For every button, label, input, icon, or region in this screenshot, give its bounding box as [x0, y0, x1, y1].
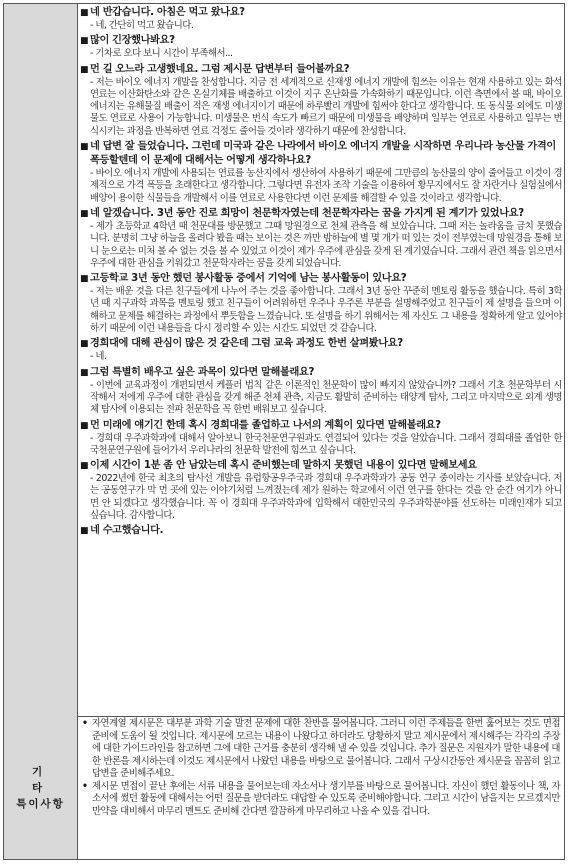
note-item — [82, 718, 560, 781]
qa-item — [80, 34, 562, 60]
section-label-cell — [4, 4, 78, 716]
question — [80, 207, 562, 221]
question — [80, 419, 562, 433]
square-bullet-icon: ■ — [80, 367, 89, 378]
question — [80, 63, 562, 77]
square-bullet-icon: ■ — [80, 208, 89, 219]
question-text: 네 알겠습니다. 3년 동안 진로 희망이 천문학자였는데 천문학자라는 꿈을 가지게 된 계기가 있었나요? — [90, 207, 524, 219]
answer-text: - 2022년에 한국 최초의 탐사선 개발을 유럽항공우주국과 경희대 우주과학과가 공동 연구 중이라는 기사를 보았습니다. 저는 공동연구가 막 먼 곳에 있는 이야기처럼 느껴졌는데 제가 원하는 학교에서 이런 연구를 한다는 것을 안 순간 여기가 아니면 안 되겠다고 생각했습니다. 꼭 이 경희대 우주과학과에 입학해서 대한민국의 우주과학분야를 선도하는 미래인재가 되고 싶습니다. 감사합니다. — [90, 473, 562, 522]
square-bullet-icon: ■ — [80, 339, 89, 350]
qa-item — [80, 6, 562, 32]
answer-text: - 바이오 에너지 개발에 사용되는 연료를 농산지에서 생산하여 사용하기 때문에 그만큼의 농산물의 양이 줄어들고 이것이 경제적으로 가격 폭등을 초래한다고 생각합니다. 그렇다면 유전자 조작 기술을 이용하여 황무지에서도 잘 자란거나 실험실에서 배양이 용이한 식물들을 개발해서 이를 연료로 사용한다면 이런 문제를 해결할 수 있을 것이라고 생각합니다. — [90, 168, 562, 204]
question — [80, 524, 562, 538]
square-bullet-icon: ■ — [80, 64, 89, 75]
qa-item — [80, 207, 562, 270]
answer-text: - 저는 바이오 에너지 개발을 찬성합니다. 지금 전 세계적으로 신재생 에너지 개발에 힘쓰는 이유는 현재 사용하고 있는 화석연료는 이산화탄소와 같은 온실기체를 배출하고 이것이 지구 온난화를 가속화하기 때문입니다. 이런 측면에서 볼 때, 바이오 에너지는 유해물질 배출이 적은 재생 에너지이기 때문에 하루빨리 개발에 힘써야 한다고 생각합니다. 또 동식물 외에도 미생물도 연료로 사용이 가능합니다. 미생물은 번식 속도가 빠르기 때문에 미생물을 배양하며 일부는 연료로 사용하고 일부는 번식시키는 과정을 반복하면 연료 걱정도 줄어들 것이라 생각하기 때문에 찬성합니다. — [90, 76, 562, 137]
qa-list — [80, 6, 562, 540]
question-text: 네 답변 잘 들었습니다. 그런데 미국과 같은 나라에서 바이오 에너지 개발을 시작하면 우리나라 농산물 가격이 폭등할텐데 이 문제에 대해서는 어떻게 생각하나요? — [90, 141, 556, 167]
notes-label-line2: 특이사항 — [16, 797, 65, 810]
question — [80, 6, 562, 20]
interview-section — [4, 4, 564, 717]
qa-item — [80, 366, 562, 417]
qa-item — [80, 337, 562, 363]
note-text: 제시문 면접이 끝난 후에는 서류 내용을 물어보는데 자소서나 생기부를 바탕으로 물어봅니다. 자신이 했던 활동이나 책, 자소서에 썼던 활동에 대해서는 어떤 질문을 받더라도 대답할 수 있도록 준비해야합니다. 그리고 시간이 남을지는 모르겠지만 만약을 대비해서 마무리 멘트도 준비해 간다면 깔끔하게 마무리하고 나올 수 있을 겁니다. — [92, 780, 560, 817]
question-text: 먼 길 오느라 고생했네요. 그럼 제시문 답변부터 들어볼까요? — [90, 63, 350, 75]
square-bullet-icon: ■ — [80, 142, 89, 153]
qa-item — [80, 140, 562, 205]
note-text: 자연계열 제시문은 대부분 과학 기술 발전 문제에 대한 찬반을 물어봅니다. 그러니 이런 주제들을 한번 훑어보는 것도 면접 준비에 도움이 될 것입니다. 제시문에 모르는 내용이 나왔다고 하더라도 당황하지 말고 제시문에서 제시해주는 각각의 주장에 대한 가이드라인을 참고하면 그에 대한 근거를 충분히 생각해 낼 수 있을 것입니다. 추가 질문은 지원자가 말한 내용에 대한 반론을 제시하는데 이것도 제시문에서 나왔던 내용을 바탕으로 물어봅니다. 그래서 구상시간동안 제시문을 꼼꼼히 읽고 답변을 준비해주세요. — [92, 718, 560, 779]
question-text: 많이 긴장했나봐요? — [90, 35, 175, 47]
square-bullet-icon: ■ — [80, 420, 89, 431]
notes-list — [82, 718, 560, 818]
qa-item — [80, 524, 562, 538]
notes-section — [4, 716, 564, 859]
qa-item — [80, 272, 562, 335]
question-text: 먼 미래에 얘기긴 한데 혹시 경희대를 졸업하고 나서의 계획이 있다면 말해볼래요? — [90, 419, 441, 431]
answer-text: - 기차로 오다 보니 시간이 부족해서... — [90, 48, 233, 60]
square-bullet-icon: ■ — [80, 461, 89, 472]
answer-text: - 제가 초등학교 4학년 때 천문대를 방문했고 그때 망원경으로 천체 관측을 해 보았습니다. 그때 저는 놀라움을 금치 못했습니다. 분명히 그냥 하늘을 올려다 봤을 때는 보이는 것은 까만 밤하늘에 별 몇 개가 떠 있는 것이 전부였는데 망원경을 통해 보니 눈으로는 미처 볼 수 없는 것을 볼 수 있었고 이것이 제가 우주에 관심을 갖게 된 계기였습니다. 그래서 관련 책을 읽으면서 우주에 대한 관심을 키워갔고 천문학자라는 꿈을 갖게 되었습니다. — [90, 220, 562, 269]
question-text: 네 반갑습니다. 아침은 먹고 왔나요? — [90, 7, 245, 18]
bullet-dot-icon: • — [82, 780, 88, 792]
square-bullet-icon: ■ — [80, 8, 89, 18]
notes-label-line1: 기 타 — [32, 765, 71, 794]
question-text: 이제 시간이 1분 좀 안 남았는데 혹시 준비했는데 말하지 못했던 내용이 있다면 말해보세요 — [90, 460, 477, 472]
question — [80, 366, 562, 380]
square-bullet-icon: ■ — [80, 274, 89, 285]
question-text: 그럼 특별히 배우고 싶은 과목이 있다면 말해볼래요? — [90, 366, 315, 378]
interview-sheet — [3, 3, 565, 860]
answer-text: - 네, 간단히 먹고 왔습니다. — [90, 20, 194, 31]
answer-text: - 경희대 우주과학과에 대해서 알아보니 한국천문연구원과도 연결되어 있다는 것을 알았습니다. 그래서 경희대를 졸업한 한국천문연구원에 들어가서 우리나라의 천문학 발전에 힘쓰고 싶습니다. — [90, 432, 562, 456]
question — [80, 459, 562, 473]
qa-item — [80, 459, 562, 522]
square-bullet-icon: ■ — [80, 526, 89, 537]
square-bullet-icon: ■ — [80, 36, 89, 47]
question — [80, 34, 562, 48]
answer-text: - 저는 배운 것을 다른 친구들에게 나누어 주는 것을 좋아합니다. 그래서 3년 동안 꾸준히 멘토링 활동을 했습니다. 특히 3학년 때 지구과학 과목을 멘토링 했고 친구들이 어려워하던 우주나 우주론 부분을 설명해주었고 친구들이 제 설명을 들으며 이해하고 문제를 해결하는 과정에서 뿌듯함을 느꼈습니다. 또 설명을 하기 위해서는 제 자신도 그 내용을 정확하게 알고 있어야 하기 때문에 이런 내용들을 다시 정리할 수 있는 시간도 되었던 것 같습니다. — [90, 286, 562, 335]
answer-text: - 이번에 교육과정이 개편되면서 케플러 법칙 같은 이론적인 천문학이 많이 빠지지 않았습니까? 그래서 기초 천문학부터 시작해서 저에게 우주에 대한 관심을 갖게 해준 천체 관측, 지금도 활발히 준비하는 태양계 탐사, 그리고 마지막으로 외계 생명체 탐사에 이용되는 전파 천문학을 꼭 한번 배워보고 싶습니다. — [90, 379, 562, 416]
answer-text: - 네. — [90, 351, 107, 363]
qa-item — [80, 63, 562, 138]
question-text: 경희대에 대해 관심이 많은 것 같은데 그럼 교육 과정도 한번 살펴봤나요? — [90, 338, 403, 350]
qa-item — [80, 419, 562, 458]
question — [80, 337, 562, 351]
question — [80, 272, 562, 286]
bullet-dot-icon: • — [82, 718, 88, 729]
question-text: 고등학교 3년 동안 했던 봉사활동 중에서 기억에 남는 봉사활동이 있나요? — [90, 273, 407, 285]
question-text: 네 수고했습니다. — [90, 525, 164, 537]
notes-label — [4, 716, 78, 859]
note-item — [82, 781, 560, 819]
question — [80, 140, 562, 168]
